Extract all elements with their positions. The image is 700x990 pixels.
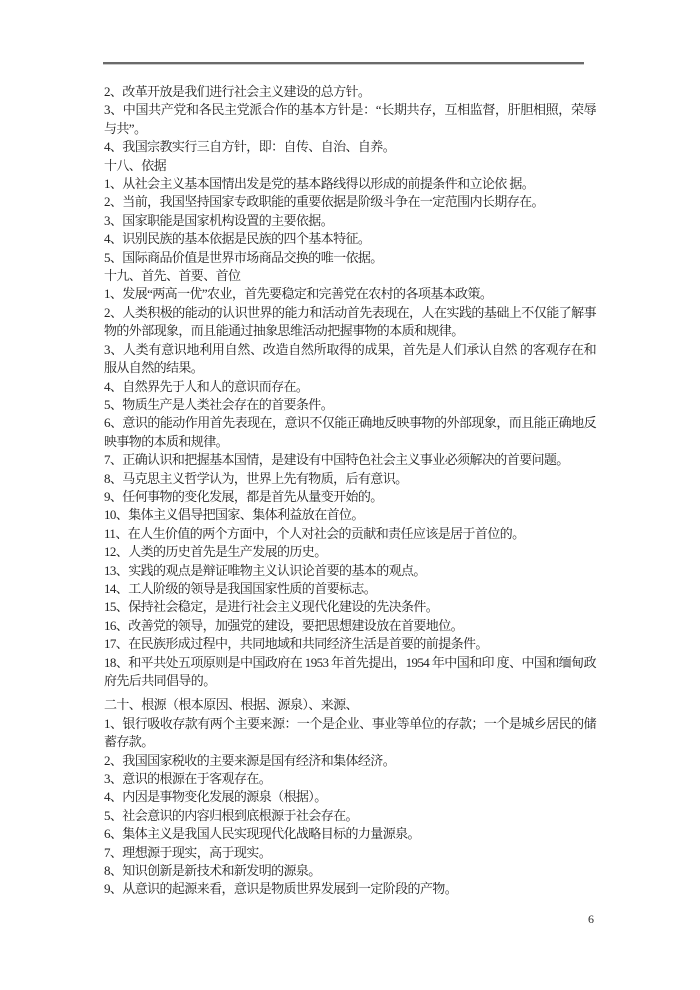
list-item: 1、从社会主义基本国情出发是党的基本路线得以形成的前提条件和立论依 据。 <box>104 176 535 192</box>
page-number: 6 <box>588 912 594 926</box>
list-item: 18、和平共处五项原则是中国政府在 1953 年首先提出，1954 年中国和印 度、中国和缅甸政府先后共同倡导的。 <box>104 654 596 688</box>
list-item: 12、人类的历史首先是生产发展的历史。 <box>104 544 327 560</box>
section-heading: 二十、根源（根本原因、根据、源泉）、来源、 <box>104 697 358 713</box>
header-rule <box>103 62 584 65</box>
list-item: 9、从意识的起源来看，意识是物质世界发展到一定阶段的产物。 <box>104 881 458 897</box>
list-item: 4、内因是事物变化发展的源泉（根据）。 <box>104 789 327 805</box>
section-heading: 十八、依据 <box>104 157 167 173</box>
list-item: 2、我国国家税收的主要来源是国有经济和集体经济。 <box>104 752 396 768</box>
list-item: 3、中国共产党和各民主党派合作的基本方针是：“长期共存，互相监督，肝胆相照，荣辱与共”。 <box>104 102 596 136</box>
list-item: 4、识别民族的基本依据是民族的四个基本特征。 <box>104 231 371 247</box>
list-item: 2、当前，我国坚持国家专政职能的重要依据是阶级斗争在一定范围内长期存在。 <box>104 194 544 210</box>
list-item: 5、社会意识的内容归根到底根源于社会存在。 <box>104 807 358 823</box>
list-item: 14、工人阶级的领导是我国国家性质的首要标志。 <box>104 580 377 596</box>
list-item: 2、人类积极的能动的认识世界的能力和活动首先表现在，人在实践的基础上不仅能了解事物的外部现象，而且能通过抽象思维活动把握事物的本质和规律。 <box>104 304 596 339</box>
section-heading: 十九、首先、首要、首位 <box>104 268 241 284</box>
document-body <box>104 83 596 899</box>
list-item: 5、国际商品价值是世界市场商品交换的唯一依据。 <box>104 249 383 265</box>
list-item: 11、在人生价值的两个方面中，个人对社会的贡献和责任应该是居于首位的。 <box>104 525 525 541</box>
list-item: 3、意识的根源在于客观存在。 <box>104 771 272 787</box>
list-item: 4、自然界先于人和人的意识而存在。 <box>104 378 309 394</box>
list-item: 8、马克思主义哲学认为，世界上先有物质，后有意识。 <box>104 470 408 486</box>
list-item: 1、银行吸收存款有两个主要来源：一个是企业、事业等单位的存款；一个是城乡居民的储蓄存款。 <box>104 715 596 750</box>
list-item: 6、意识的能动作用首先表现在，意识不仅能正确地反映事物的外部现象，而且能正确地反映事物的本质和规律。 <box>104 415 596 449</box>
list-item: 6、集体主义是我国人民实现现代化战略目标的力量源泉。 <box>104 826 420 842</box>
list-item: 9、任何事物的变化发展，都是首先从量变开始的。 <box>104 488 383 504</box>
list-item: 15、保持社会稳定，是进行社会主义现代化建设的先决条件。 <box>104 599 439 615</box>
list-item: 2、改革开放是我们进行社会主义建设的总方针。 <box>104 84 371 99</box>
list-item: 8、知识创新是新技术和新发明的源泉。 <box>104 863 321 879</box>
list-item: 3、人类有意识地利用自然、改造自然所取得的成果，首先是人们承认自然 的客观存在和服从自然的结果。 <box>104 341 596 376</box>
list-item: 7、正确认识和把握基本国情，是建设有中国特色社会主义事业必须解决的首要问题。 <box>104 452 569 468</box>
list-item: 13、实践的观点是辩证唯物主义认识论首要的基本的观点。 <box>104 562 426 578</box>
list-item: 1、发展“两高一优”农业，首先要稳定和完善党在农村的各项基本政策。 <box>104 286 493 302</box>
list-item: 16、改善党的领导，加强党的建设，要把思想建设放在首要地位。 <box>104 617 464 633</box>
list-item: 3、国家职能是国家机构设置的主要依据。 <box>104 212 334 228</box>
list-item: 17、在民族形成过程中，共同地域和共同经济生活是首要的前提条件。 <box>104 636 488 652</box>
list-item: 7、理想源于现实，高于现实。 <box>104 844 272 860</box>
list-item: 4、我国宗教实行三自方针，即：自传、自治、自养。 <box>104 139 396 155</box>
list-item: 5、物质生产是人类社会存在的首要条件。 <box>104 396 334 412</box>
list-item: 10、集体主义倡导把国家、集体利益放在首位。 <box>104 507 364 523</box>
